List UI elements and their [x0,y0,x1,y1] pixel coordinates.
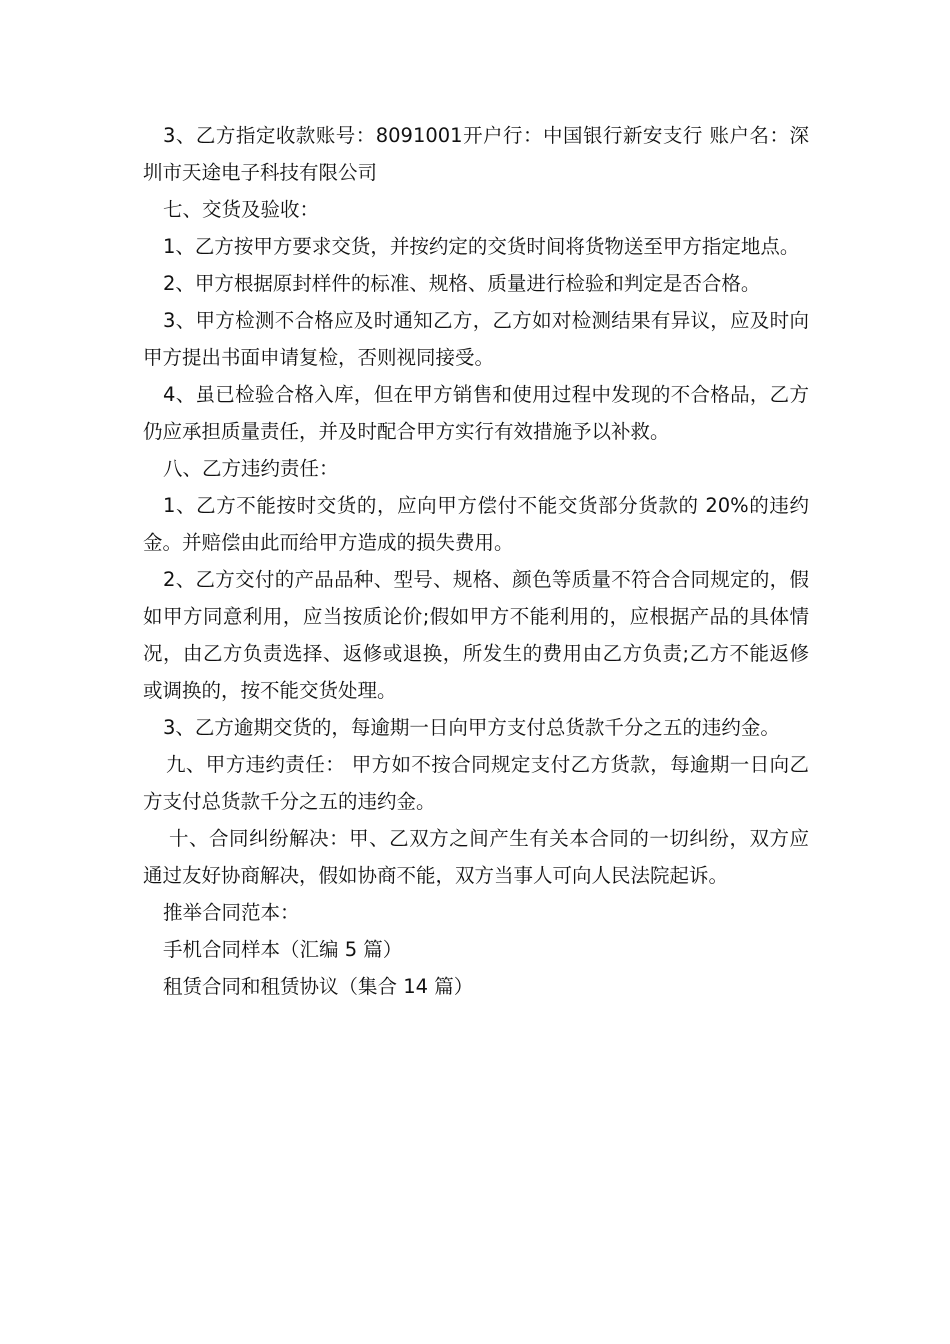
clause-seller-breach-3: 3、乙方逾期交货的，每逾期一日向甲方支付总货款千分之五的违约金。 [163,716,780,739]
document-body [143,117,809,1005]
clause-delivery-4: 4、虽已检验合格入库，但在甲方销售和使用过程中发现的不合格品，乙方仍应承担质量责任，并及时配合甲方实行有效措施予以补救。 [143,383,809,443]
clause-delivery-1: 1、乙方按甲方要求交货，并按约定的交货时间将货物送至甲方指定地点。 [163,235,800,258]
section-heading-delivery-acceptance: 七、交货及验收： [163,198,320,221]
clause-seller-breach-2: 2、乙方交付的产品品种、型号、规格、颜色等质量不符合合同规定的，假如甲方同意利用，应当按质论价;假如甲方不能利用的，应根据产品的具体情况，由乙方负责选择、返修或退换，所发生的费用由乙方负责;乙方不能返修或调换的，按不能交货处理。 [143,568,809,702]
section-dispute-resolution: 十、合同纠纷解决：甲、乙双方之间产生有关本合同的一切纠纷，双方应通过友好协商解决，假如协商不能，双方当事人可向人民法院起诉。 [143,827,809,887]
section-heading-seller-breach: 八、乙方违约责任： [163,457,339,480]
recommended-template-link-1: 手机合同样本（汇编 5 篇） [163,938,403,961]
section-buyer-breach: 九、甲方违约责任： 甲方如不按合同规定支付乙方货款，每逾期一日向乙方支付总货款千分之五的违约金。 [143,753,809,813]
clause-payment-account: 3、乙方指定收款账号：8091001开户行：中国银行新安支行 账户名：深圳市天途电子科技有限公司 [143,124,809,184]
clause-delivery-3: 3、甲方检测不合格应及时通知乙方，乙方如对检测结果有异议，应及时向甲方提出书面申请复检，否则视同接受。 [143,309,809,369]
recommended-templates-heading: 推举合同范本： [163,901,300,924]
clause-delivery-2: 2、甲方根据原封样件的标准、规格、质量进行检验和判定是否合格。 [163,272,761,295]
clause-seller-breach-1: 1、乙方不能按时交货的，应向甲方偿付不能交货部分货款的 20%的违约金。并赔偿由此而给甲方造成的损失费用。 [143,494,809,554]
recommended-template-link-2: 租赁合同和租赁协议（集合 14 篇） [163,975,474,998]
